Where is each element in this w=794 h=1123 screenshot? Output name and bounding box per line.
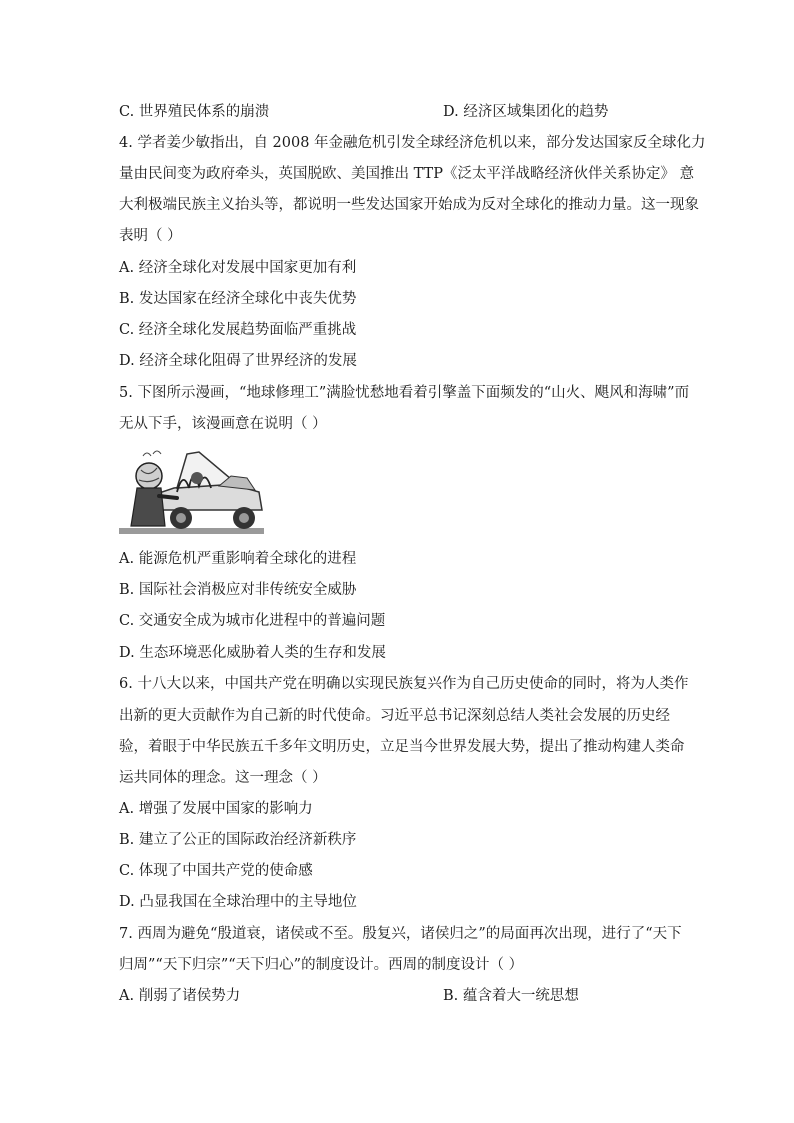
q4-option-b: B. 发达国家在经济全球化中丧失优势 — [119, 291, 357, 307]
q6-stem-line-1: 6. 十八大以来，中国共产党在明确以实现民族复兴作为自己历史使命的同时，将为人类作 — [119, 676, 689, 692]
q7-stem-line-1: 7. 西周为避免“殷道衰，诸侯或不至。殷复兴，诸侯归之”的局面再次出现，进行了“天下 — [119, 926, 682, 942]
q5-option-a: A. 能源危机严重影响着全球化的进程 — [119, 551, 357, 567]
q5-option-c: C. 交通安全成为城市化进程中的普遍问题 — [119, 613, 386, 629]
q6-option-a: A. 增强了发展中国家的影响力 — [119, 801, 313, 817]
q3-option-c: C. 世界殖民体系的崩溃 — [119, 104, 270, 120]
q4-option-c: C. 经济全球化发展趋势面临严重挑战 — [119, 322, 357, 338]
q5-option-b: B. 国际社会消极应对非传统安全威胁 — [119, 582, 357, 598]
q4-option-a: A. 经济全球化对发展中国家更加有利 — [119, 260, 357, 276]
q6-option-d: D. 凸显我国在全球治理中的主导地位 — [119, 894, 357, 910]
q5-option-d: D. 生态环境恶化威胁着人类的生存和发展 — [119, 645, 386, 661]
q4-stem-line-3: 大利极端民族主义抬头等，都说明一些发达国家开始成为反对全球化的推动力量。这一现象 — [119, 197, 699, 213]
q7-option-b: B. 蕴含着大一统思想 — [443, 988, 579, 1004]
q3-option-d: D. 经济区域集团化的趋势 — [443, 104, 609, 120]
q5-stem-line-1: 5. 下图所示漫画，“地球修理工”满脸忧愁地看着引擎盖下面频发的“山火、飓风和海啸”而 — [119, 385, 690, 401]
q7-option-a: A. 削弱了诸侯势力 — [119, 988, 241, 1004]
q6-stem-line-4: 运共同体的理念。这一理念（ ） — [119, 770, 327, 786]
earth-mechanic-car-cartoon-icon — [119, 448, 264, 534]
q6-stem-line-3: 验，着眼于中华民族五千多年文明历史，立足当今世界发展大势，提出了推动构建人类命 — [119, 739, 685, 755]
q6-stem-line-2: 出新的更大贡献作为自己新的时代使命。习近平总书记深刻总结人类社会发展的历史经 — [119, 708, 670, 724]
q4-stem-line-2: 量由民间变为政府牵头，英国脱欧、美国推出 TTP《泛太平洋战略经济伙伴关系协定》 意 — [119, 166, 695, 182]
q4-stem-line-4: 表明（ ） — [119, 228, 182, 244]
q5-stem-line-2: 无从下手，该漫画意在说明（ ） — [119, 416, 327, 432]
q4-stem-line-1: 4. 学者姜少敏指出，自 2008 年金融危机引发全球经济危机以来，部分发达国家反全球化力 — [119, 135, 706, 151]
q7-stem-line-2: 归周”“天下归宗”“天下归心”的制度设计。西周的制度设计（ ） — [119, 957, 524, 973]
q6-option-c: C. 体现了中国共产党的使命感 — [119, 863, 313, 879]
q6-option-b: B. 建立了公正的国际政治经济新秩序 — [119, 832, 357, 848]
q4-option-d: D. 经济全球化阻碍了世界经济的发展 — [119, 353, 357, 369]
